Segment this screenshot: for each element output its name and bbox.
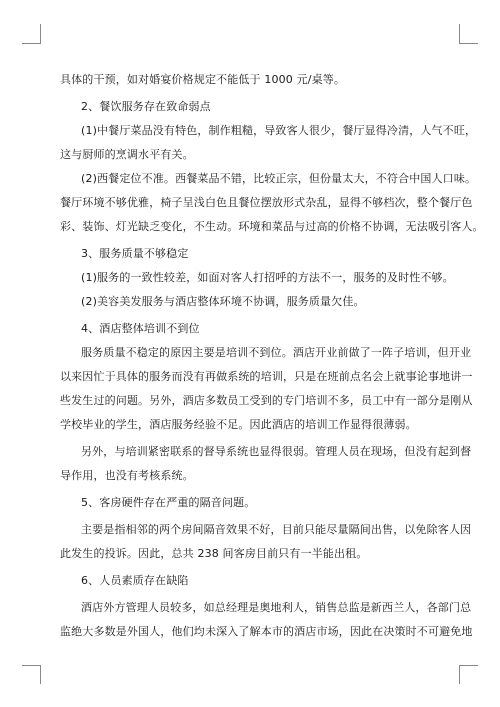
text-line: (2)西餐定位不准。西餐菜品不错，比较正宗，但份量太大，不符合中国人口味。 — [81, 172, 477, 185]
text-line: 彩、装饰、灯光缺乏变化，不生动。环境和菜品与过高的价格不协调，无法吸引客人。 — [60, 220, 484, 233]
text-line: 监绝大多数是外国人，他们均未深入了解本市的酒店市场，因此在决策时不可避免地 — [60, 625, 473, 638]
section-heading: 5、客房硬件存在严重的隔音问题。 — [81, 496, 256, 509]
text-line: 导作用，也没有考核系统。 — [60, 469, 194, 482]
text-line: 学校毕业的学生，酒店服务经验不足。因此酒店的培训工作显得很薄弱。 — [60, 418, 417, 431]
text-line: (1)中餐厅菜品没有特色，制作粗糙，导致客人很少，餐厅显得冷清，人气不旺， — [81, 124, 477, 137]
text-line: 另外，与培训紧密联系的督导系统也显得很弱。管理人员在现场，但没有起到督 — [81, 445, 472, 458]
text-line: 主要是指相邻的两个房间隔音效果不好，目前只能尽量隔间出售，以免除客人因 — [81, 523, 472, 536]
section-heading: 4、酒店整体培训不到位 — [81, 322, 200, 335]
text-line: 酒店外方管理人员较多，如总经理是奥地利人，销售总监是新西兰人，各部门总 — [81, 601, 472, 614]
text-line: (2)美容美发服务与酒店整体环境不协调，服务质量欠佳。 — [81, 295, 365, 308]
section-heading: 2、餐饮服务存在致命弱点 — [81, 100, 211, 113]
section-heading: 6、人员素质存在缺陷 — [81, 574, 189, 587]
text-line: 此发生的投诉。因此，总共 238 间客房目前只有一半能出租。 — [60, 547, 368, 560]
text-line: 这与厨师的烹调水平有关。 — [60, 148, 194, 161]
text-line: 些发生过的问题。另外，酒店多数员工受到的专门培训不多，员工中有一部分是刚从 — [60, 394, 473, 407]
section-heading: 3、服务质量不够稳定 — [81, 247, 189, 260]
text-line: 具体的干预，如对婚宴价格规定不能低于 1000 元/桌等。 — [60, 73, 346, 86]
text-line: 餐厅环境不够优雅，椅子呈浅白色且餐位摆放形式杂乱，显得不够档次，整个餐厅色 — [60, 196, 473, 209]
text-line: (1)服务的一致性较差，如面对客人打招呼的方法不一，服务的及时性不够。 — [81, 271, 454, 284]
text-line: 以来因忙于具体的服务而没有再做系统的培训，只是在班前点名会上就事论事地讲一 — [60, 370, 473, 383]
text-line: 服务质量不稳定的原因主要是培训不到位。酒店开业前做了一阵子培训，但开业 — [81, 346, 472, 359]
